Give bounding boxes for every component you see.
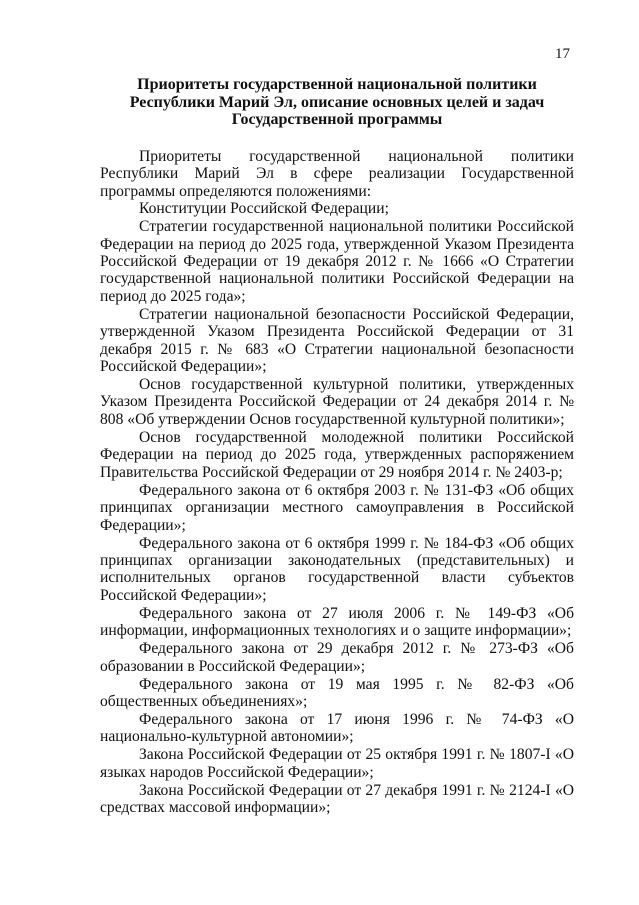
- list-item-law-82: Федерального закона от 19 мая 1995 г. № 82-ФЗ «Об общественных объединениях»;: [100, 675, 574, 710]
- list-item-youth-policy: Основ государственной молодежной политики Российской Федерации на период до 2025 года, утвержденных распоряжением Правительства Российской Федерации от 29 ноября 2014 г. № 2403-р;: [100, 428, 574, 481]
- list-item-law-131: Федерального закона от 6 октября 2003 г. № 131-ФЗ «Об общих принципах организации местного самоуправления в Российской Федерации»;: [100, 481, 574, 534]
- list-item-constitution: Конституции Российской Федерации;: [139, 200, 389, 218]
- intro-paragraph: Приоритеты государственной национальной политики Республики Марий Эл в сфере реализации Государственной программы определяются положениями:: [100, 148, 574, 200]
- list-item-national-security-strategy: Стратегии национальной безопасности Российской Федерации, утвержденной Указом Президента Российской Федерации от 31 декабря 2015 г. № 683 «О Стратегии национальной безопасности Российской Федерации»;: [100, 305, 574, 376]
- list-item-law-184: Федерального закона от 6 октября 1999 г. № 184-ФЗ «Об общих принципах организации законодательных (представительных) и исполнительных органов государственной власти субъектов Российской Федерации»;: [100, 534, 574, 604]
- page-number: 17: [555, 46, 570, 62]
- heading-line-3: Государственной программы: [231, 111, 443, 128]
- heading-line-2: Республики Марий Эл, описание основных целей и задач: [129, 93, 545, 111]
- list-item-national-policy-strategy: Стратегии государственной национальной политики Российской Федерации на период до 2025 года, утвержденной Указом Президента Российской Федерации от 19 декабря 2012 г. № 1666 «О Стратегии государственной национальной политики Российской Федерации на период до 2025 года»;: [100, 218, 574, 305]
- document-body: [100, 148, 574, 817]
- list-item-law-74: Федерального закона от 17 июня 1996 г. № 74-ФЗ «О национально-культурной автономии»;: [100, 710, 574, 746]
- heading-line-1: Приоритеты государственной национальной политики: [137, 76, 537, 93]
- section-heading: [100, 76, 574, 129]
- list-item-law-1807: Закона Российской Федерации от 25 октября 1991 г. № 1807-I «О языках народов Российской Федерации»;: [100, 746, 574, 781]
- list-item-law-2124: Закона Российской Федерации от 27 декабря 1991 г. № 2124-I «О средствах массовой информации»;: [100, 781, 574, 817]
- list-item-law-273: Федерального закона от 29 декабря 2012 г. № 273-ФЗ «Об образовании в Российской Федерации»;: [100, 640, 574, 675]
- list-item-cultural-policy: Основ государственной культурной политики, утвержденных Указом Президента Российской Федерации от 24 декабря 2014 г. № 808 «Об утверждении Основ государственной культурной политики»;: [100, 376, 574, 428]
- list-item-law-149: Федерального закона от 27 июля 2006 г. № 149-ФЗ «Об информации, информационных технологиях и о защите информации»;: [100, 604, 574, 640]
